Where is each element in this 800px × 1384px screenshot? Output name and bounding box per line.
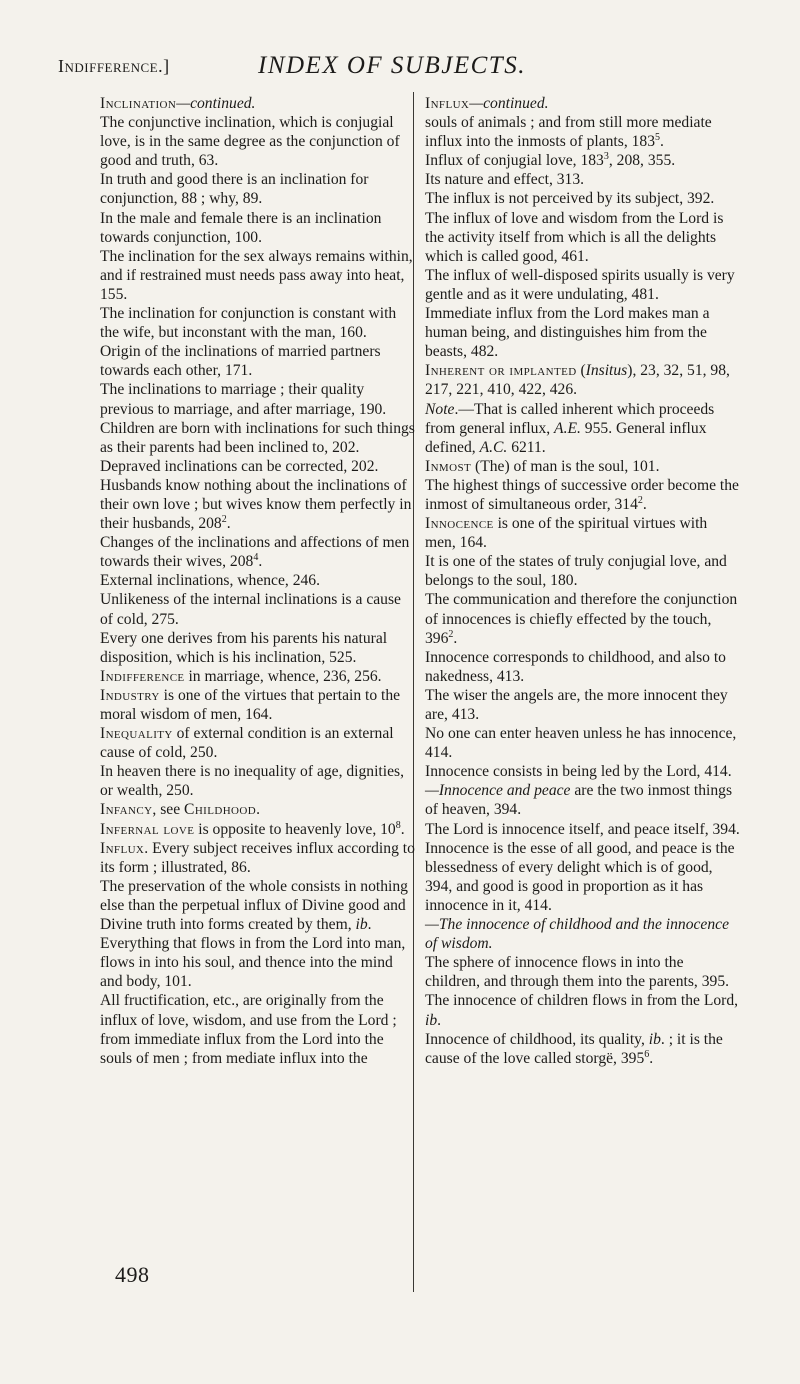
abbrev-ae: A.E. [554,419,581,437]
sub-entry: Everything that flows in from the Lord into man, flows in into his soul, and thence into the mind and body, 101. [100,935,406,991]
sub-entry: The inclination for conjunction is constant with the wife, but inconstant with the man, 160. [100,305,397,342]
entry-inclination-continued [100,94,416,113]
headword: Inclination [100,95,177,112]
headword: Inmost [425,457,472,475]
entry-industry [100,686,416,724]
entry-text: . Every subject receives influx according to its form ; illustrated, 86. [100,839,415,876]
entry-indifference [100,667,416,686]
entry-text: ), 23, 32, 51, 98, 217, 221, 410, 422, 426. [425,362,730,399]
sub-entry: The conjunctive inclination, which is conjugial love, is in the same degree as the conjunction of good and truth, 63. [100,114,400,170]
sub-entry [425,1030,741,1068]
running-head-title: INDEX OF SUBJECTS. [258,52,526,79]
entry-innocence [425,514,741,552]
entry-influx [100,839,416,877]
sub-entry-text: Innocence of childhood, its quality, [425,1030,649,1048]
entry-text: is one of the spiritual virtues with men, 164. [425,515,708,552]
headword: Influx [100,839,145,857]
sub-entry-text: Husbands know nothing about the inclinations of their own love ; but wives know them perfectly in their husbands, 208 [100,476,412,533]
entry-text: in marriage, whence, 236, 256. [184,667,382,685]
continued-label: —continued. [469,95,549,112]
sub-entry: The sphere of innocence flows in into the children, and through them into the parents, 395. [425,954,730,991]
sub-entry: The Lord is innocence itself, and peace itself, 394. [425,820,740,838]
sub-entry-text: Changes of the inclinations and affections of men towards their wives, 208 [100,534,410,571]
entry-inherent [425,361,741,399]
sub-entry: The influx of love and wisdom from the Lord is the activity itself from which is all the delights which is called good, 461. [425,209,724,265]
sub-entry: Immediate influx from the Lord makes man a human being, and distinguishes him from the beasts, 482. [425,305,710,361]
sub-entry: Unlikeness of the internal inclinations is a cause of cold, 275. [100,591,401,628]
right-column [425,94,741,1068]
sub-entry: Innocence consists in being led by the Lord, 414. [425,763,732,781]
punct: . [258,553,263,571]
sub-entry: Children are born with inclinations for such things as their parents had been inclined to, 202. [100,419,415,456]
ibid: ib [425,1011,438,1029]
sub-entry: Innocence corresponds to childhood, and also to nakedness, 413. [425,648,726,685]
entry-text: of external condition is an external cause of cold, 250. [100,725,394,762]
sub-entry [100,877,416,934]
entry-text: (The) of man is the soul, 101. [471,457,660,475]
punct: . [642,495,647,513]
punct: . [226,515,231,533]
cross-reference: Childhood [184,801,257,819]
sub-entry-text: The innocence of children flows in from the Lord, [425,992,739,1010]
headword: Inequality [100,725,173,743]
superscript: 2 [221,513,227,525]
sub-entry-text: . ; it is the cause of the love called storgë, 395 [425,1030,723,1067]
punct: . [256,801,260,819]
sub-entry [100,533,416,571]
sub-entry: The inclination for the sex always remains within, and if restrained must needs pass away into heat, 155. [100,247,413,303]
continued-label: —continued. [176,95,256,112]
superscript: 2 [637,494,643,506]
entry-infernal-love [100,820,416,839]
note-text: .—That is called inherent which proceeds from general influx, [425,400,715,437]
running-head-left: Indifference.] [58,56,170,76]
sub-entry [425,113,741,151]
sub-entry: Innocence is the esse of all good, and peace is the blessedness of every delight which is of good, 394, and good is good in proportion as it has innocence in it, 414. [425,839,735,914]
note-text: 6211. [507,438,546,456]
sub-entry: In the male and female there is an inclination towards conjunction, 100. [100,209,382,246]
headword: Indifference [100,667,185,685]
sub-entry: Its nature and effect, 313. [425,171,585,189]
sub-entry-text: The highest things of successive order become the inmost of simultaneous order, 314 [425,476,739,513]
note-text: 955. General influx defined, [425,419,707,456]
sub-entry [425,151,741,170]
entry-text: , see [152,801,185,819]
ibid: ib [355,916,368,934]
sub-entry [425,476,741,514]
punct: ( [576,362,586,380]
punct: . [453,629,458,647]
sub-entry-text: The preservation of the whole consists in nothing else than the perpetual influx of Divine good and Divine truth into forms created by them, [100,877,408,934]
superscript: 8 [395,819,401,831]
left-column [100,94,416,1068]
sub-entry [425,590,741,647]
entry-text: is one of the virtues that pertain to the moral wisdom of men, 164. [100,686,401,723]
note-label: Note [425,400,455,418]
sub-entry: External inclinations, whence, 246. [100,572,320,590]
entry-inmost [425,457,741,476]
entry-infancy [100,800,416,819]
sub-entry: It is one of the states of truly conjugial love, and belongs to the soul, 180. [425,553,727,590]
ibid: ib [648,1030,661,1048]
sub-entry: The wiser the angels are, the more innocent they are, 413. [425,686,728,723]
page-number: 498 [115,1262,150,1287]
running-head [58,52,758,84]
sub-entry [100,476,416,533]
punct: . [437,1011,442,1029]
sub-entry: The inclinations to marriage ; their quality previous to marriage, and after marriage, 190. [100,381,387,418]
superscript: 3 [603,151,609,163]
headword: Innocence [425,515,494,533]
headword: Industry [100,686,160,704]
sub-entry [425,781,741,819]
latin-term: Insitus [585,362,628,380]
sub-entry: The influx of well-disposed spirits usually is very gentle and as it were undulating, 481. [425,266,735,303]
sub-entry: Depraved inclinations can be corrected, 202. [100,457,379,475]
sub-entry-text: , 208, 355. [608,152,676,170]
sub-entry: No one can enter heaven unless he has innocence, 414. [425,725,737,762]
italic-heading: —Innocence and peace [425,782,571,800]
headword: Influx [425,95,470,112]
superscript: 5 [655,132,661,143]
sub-entry-text: The communication and therefore the conjunction of innocences is chiefly effected by the touch, 396 [425,591,738,647]
superscript: 4 [253,552,259,564]
punct: . [660,133,664,151]
entry-influx-continued [425,94,741,113]
headword: Infancy [100,801,153,819]
punct: . [367,916,372,934]
sub-entry: Origin of the inclinations of married partners towards each other, 171. [100,343,381,380]
sub-entry-text: souls of animals ; and from still more mediate influx into the inmosts of plants, 183 [425,114,712,151]
sub-entry: In truth and good there is an inclination for conjunction, 88 ; why, 89. [100,171,369,208]
sub-entry-text: are the two inmost things of heaven, 394. [425,782,733,819]
note [425,400,741,457]
entry-text: is opposite to heavenly love, 10 [194,820,396,838]
headword: Inherent or implanted [425,362,577,380]
sub-entry: All fructification, etc., are originally from the influx of love, wisdom, and use from the Lord ; from immediate influx from the Lord into the souls of men ; from mediate influx into the [100,992,397,1067]
sub-entry: The influx is not perceived by its subject, 392. [425,190,715,208]
superscript: 2 [448,628,454,640]
sub-entry-text: Influx of conjugial love, 183 [425,152,604,170]
punct: . [400,820,405,838]
sub-entry: In heaven there is no inequality of age, dignities, or wealth, 250. [100,763,404,800]
headword: Infernal love [100,820,195,838]
superscript: 6 [644,1048,650,1060]
sub-entry [425,991,741,1029]
abbrev-ac: A.C. [479,438,508,456]
sub-entry: Every one derives from his parents his natural disposition, which is his inclination, 525. [100,629,388,666]
entry-inequality [100,724,416,762]
italic-subheading: —The innocence of childhood and the innocence of wisdom. [425,916,729,953]
punct: . [649,1049,654,1067]
